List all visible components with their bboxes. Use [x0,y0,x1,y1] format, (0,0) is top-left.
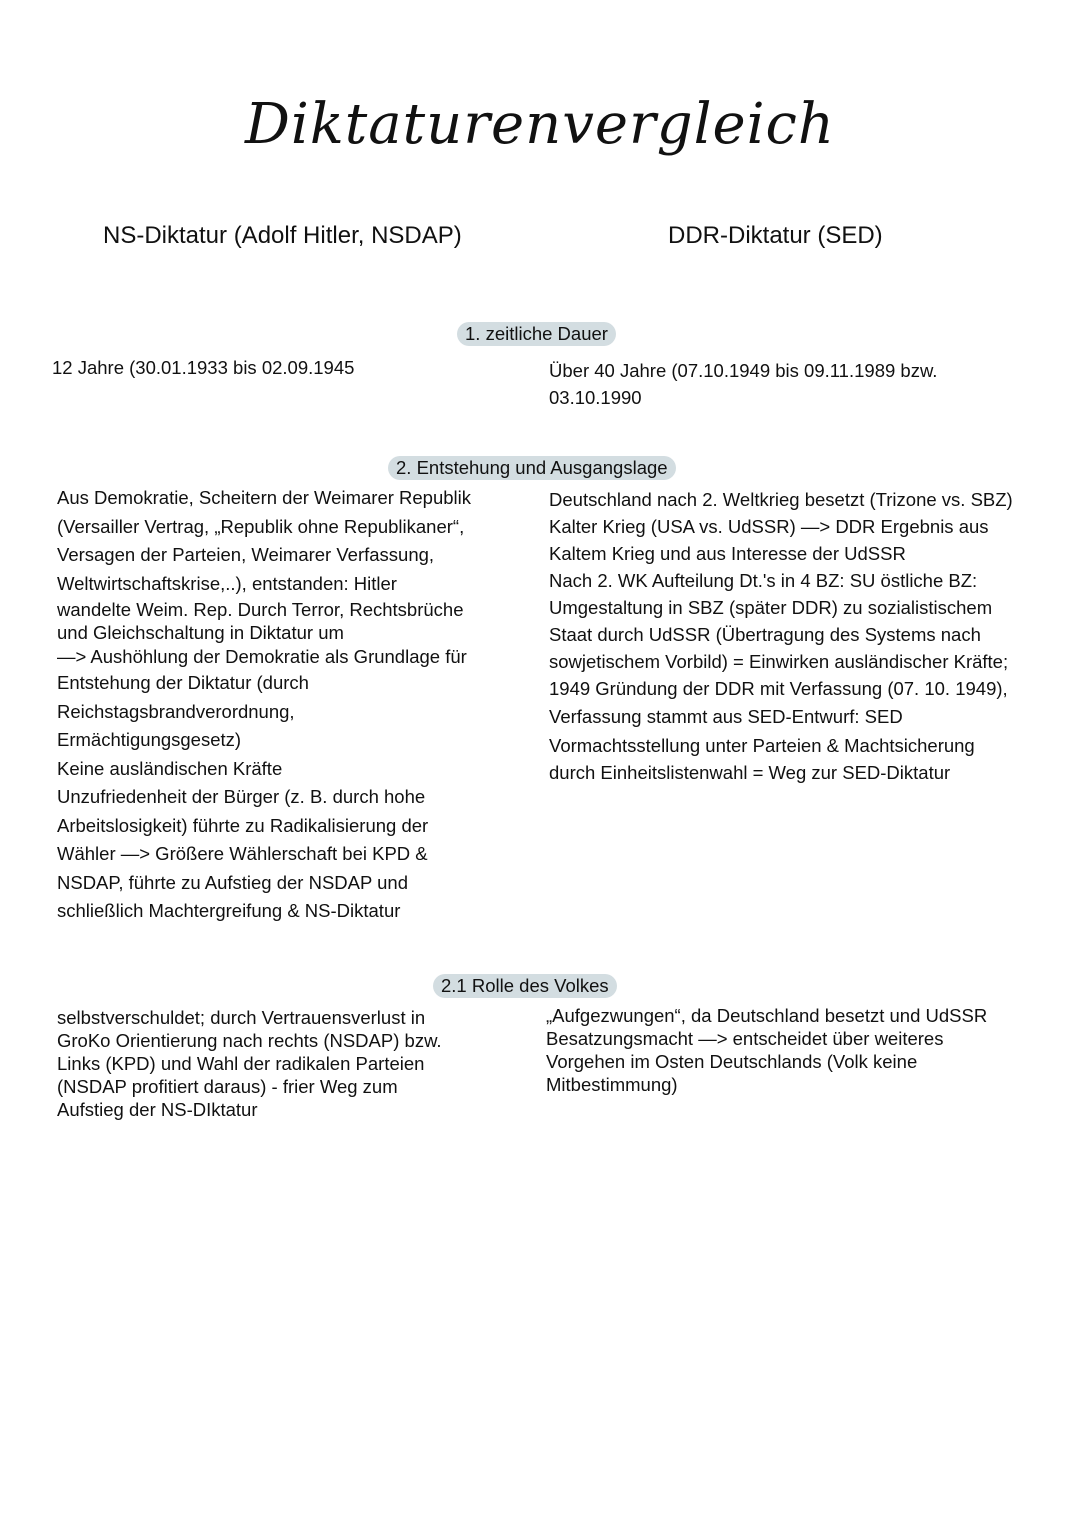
section-label-entstehung: 2. Entstehung und Ausgangslage [388,456,676,480]
text-line: Kalter Krieg (USA vs. UdSSR) —> DDR Ergebnis aus [549,516,989,537]
section-3-left-text [57,1006,442,1121]
text-line: wandelte Weim. Rep. Durch Terror, Rechtsbrüche [57,599,464,620]
text-line: Keine ausländischen Kräfte [57,757,283,779]
text-line: Ermächtigungsgesetz) [57,729,242,750]
text-line: NSDAP, führte zu Aufstieg der NSDAP und [57,871,409,893]
text-line: 03.10.1990 [549,387,642,408]
text-line: Aufstieg der NS-DIktatur [57,1099,258,1120]
text-line: Verfassung stammt aus SED-Entwurf: SED [549,706,903,727]
text-line: Wähler —> Größere Wählerschaft bei KPD & [57,843,428,864]
text-line: —> Aushöhlung der Demokratie als Grundlage für [57,646,467,667]
text-line: und Gleichschaltung in Diktatur um [57,622,344,643]
text-line: (Versailler Vertrag, „Republik ohne Republikaner“, [57,515,465,537]
text-line: Nach 2. WK Aufteilung Dt.'s in 4 BZ: SU östliche BZ: [549,570,978,591]
text-line: Arbeitslosigkeit) führte zu Radikalisierung der [57,814,429,836]
header-ddr-diktatur: DDR-Diktatur (SED) [668,222,883,249]
text-line: Entstehung der Diktatur (durch [57,672,309,693]
text-line: „Aufgezwungen“, da Deutschland besetzt und UdSSR [546,1005,988,1026]
text-line: Über 40 Jahre (07.10.1949 bis 09.11.1989 bzw. [549,360,938,381]
page-title: Diktaturenvergleich [245,92,835,157]
text-line: Deutschland nach 2. Weltkrieg besetzt (Trizone vs. SBZ) [549,489,1013,510]
section-label-rolle-des-volkes: 2.1 Rolle des Volkes [433,974,617,998]
section-2-left-text [57,484,471,926]
text-line: Unzufriedenheit der Bürger (z. B. durch hohe [57,786,426,807]
section-3-right-text [546,1004,987,1096]
text-line: durch Einheitslistenwahl = Weg zur SED-Diktatur [549,762,951,783]
text-line: 12 Jahre (30.01.1933 bis 02.09.1945 [52,357,355,378]
text-line: Besatzungsmacht —> entscheidet über weiteres [546,1028,944,1049]
text-line: (NSDAP profitiert daraus) - frier Weg zum [57,1076,398,1097]
text-line: schließlich Machtergreifung & NS-Diktatur [57,900,401,921]
text-line: Kaltem Krieg und aus Interesse der UdSSR [549,543,906,564]
text-line: 1949 Gründung der DDR mit Verfassung (07. 10. 1949), [549,678,1008,699]
section-2-right-text [549,486,1013,786]
text-line: Vorgehen im Osten Deutschlands (Volk keine [546,1051,918,1072]
text-line: selbstverschuldet; durch Vertrauensverlust in [57,1007,426,1028]
text-line: Versagen der Parteien, Weimarer Verfassung, [57,544,435,565]
section-1-left-text [52,354,354,383]
text-line: sowjetischem Vorbild) = Einwirken ausländischer Kräfte; [549,651,1009,672]
text-line: GroKo Orientierung nach rechts (NSDAP) bzw. [57,1030,442,1051]
text-line: Links (KPD) und Wahl der radikalen Parteien [57,1053,425,1074]
text-line: Umgestaltung in SBZ (später DDR) zu sozialistischem [549,597,993,618]
text-line: Aus Demokratie, Scheitern der Weimarer Republik [57,487,472,508]
section-1-right-text [549,357,937,411]
text-line: Reichstagsbrandverordnung, [57,700,295,722]
text-line: Staat durch UdSSR (Übertragung des Systems nach [549,624,981,645]
text-line: Weltwirtschaftskrise,..), entstanden: Hitler [57,572,397,594]
section-label-zeitliche-dauer: 1. zeitliche Dauer [457,322,616,346]
text-line: Vormachtsstellung unter Parteien & Machtsicherung [549,735,975,756]
header-ns-diktatur: NS-Diktatur (Adolf Hitler, NSDAP) [103,222,462,249]
text-line: Mitbestimmung) [546,1074,678,1095]
